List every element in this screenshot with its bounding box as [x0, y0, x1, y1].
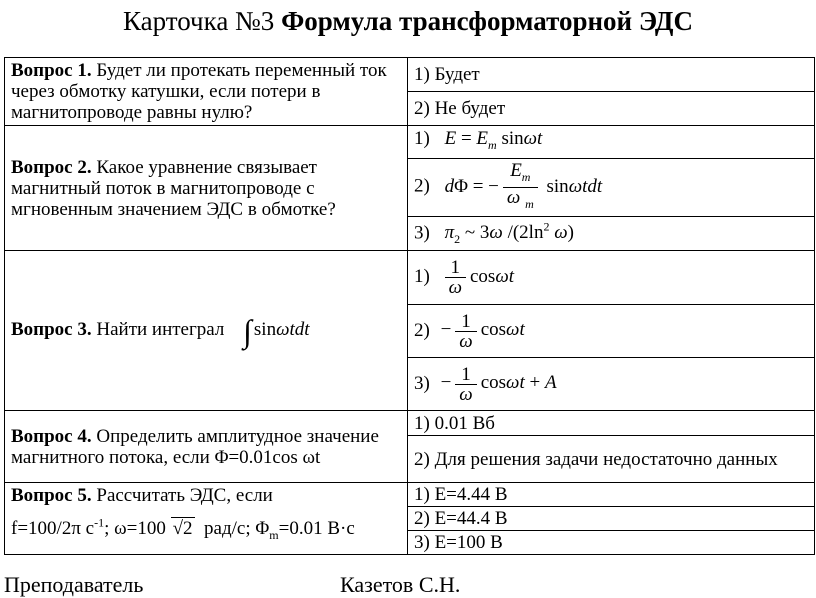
answer-3-3[interactable]: 3) − $\frac{1}{\omega}$ cosωt + A — [408, 358, 815, 411]
question-4-text: Определить амплитудное значение магнитного потока, если Φ=0.01cos ωt — [11, 425, 379, 468]
card-title-plain: Карточка №3 — [123, 6, 275, 36]
answer-4-1[interactable]: 1) 0.01 Вб — [408, 411, 815, 436]
question-1-label: Вопрос 1. — [11, 60, 92, 81]
answer-2-2-formula: dΦ = − $\frac{E_m}{\omega _m}$ sinωtdt — [444, 160, 603, 211]
card-title-bold: Формула трансформаторной ЭДС — [281, 6, 693, 36]
question-1-cell — [5, 58, 408, 126]
teacher-label: Преподаватель — [4, 572, 144, 597]
table-row — [5, 411, 815, 436]
answer-3-1[interactable]: 1) $\frac{1}{\omega}$ cosωt — [408, 251, 815, 305]
question-4-cell — [5, 411, 408, 483]
questions-table — [4, 57, 815, 555]
question-2-label: Вопрос 2. — [11, 156, 92, 178]
answer-5-2[interactable]: 2) E=44.4 В — [408, 507, 815, 531]
answer-3-2-formula: − $\frac{1}{\omega}$ cosωt — [440, 310, 525, 352]
answer-5-1[interactable]: 1) E=4.44 В — [408, 483, 815, 507]
answer-2-1-formula: $E = E_m$ sinωt — [444, 128, 543, 152]
question-5-text-line2: f=100/2π $с^{-1}$; ω=100 √2 рад/с; $\Phi_m=0.01$ В·с — [11, 516, 355, 543]
question-2-cell — [5, 126, 408, 251]
question-5-text-line1: Рассчитать ЭДС, если — [96, 485, 273, 507]
answer-3-3-formula: − $\frac{1}{\omega}$ cosωt + A — [440, 363, 557, 405]
answer-5-3[interactable]: 3) E=100 В — [408, 531, 815, 555]
question-4-label: Вопрос 4. — [11, 425, 92, 447]
answer-4-2[interactable]: 2) Для решения задачи недостаточно данных — [408, 436, 815, 483]
question-5-cell — [5, 483, 408, 555]
question-3-text: Найти интеграл — [96, 319, 225, 341]
question-3-integral: ∫ sinωtdt — [243, 313, 310, 350]
answer-2-3-formula: $\pi_2$ ~ 3ω $/(2\ln^2$ ω) — [444, 220, 574, 247]
answer-1-1[interactable]: 1) Будет — [408, 58, 815, 92]
question-2-text: Какое уравнение связывает магнитный поток в магнитопроводе с мгновенным значением ЭДС в обмотке? — [11, 156, 336, 220]
answer-3-2[interactable]: 2) − $\frac{1}{\omega}$ cosωt — [408, 305, 815, 358]
question-1-text: Будет ли протекать переменный ток через обмотку катушки, если потери в магнитопроводе равны нулю? — [11, 60, 387, 123]
card-title — [0, 6, 816, 37]
question-3-cell — [5, 251, 408, 411]
answer-2-2[interactable]: 2) dΦ = − $\frac{E_m}{\omega _m}$ sinωtdt — [408, 159, 815, 217]
table-row — [5, 251, 815, 305]
table-row — [5, 126, 815, 159]
answer-2-3[interactable]: 3) $\pi_2$ ~ 3ω $/(2\ln^2$ ω) — [408, 217, 815, 251]
answer-3-1-formula: $\frac{1}{\omega}$ cosωt — [441, 266, 514, 287]
answer-1-2[interactable]: 2) Не будет — [408, 92, 815, 126]
question-5-label: Вопрос 5. — [11, 485, 92, 507]
teacher-name: Казетов С.Н. — [340, 572, 461, 597]
table-row — [5, 58, 815, 92]
table-row — [5, 483, 815, 507]
question-3-label: Вопрос 3. — [11, 319, 92, 341]
answer-2-1[interactable]: 1) $E = E_m$ sinωt — [408, 126, 815, 159]
